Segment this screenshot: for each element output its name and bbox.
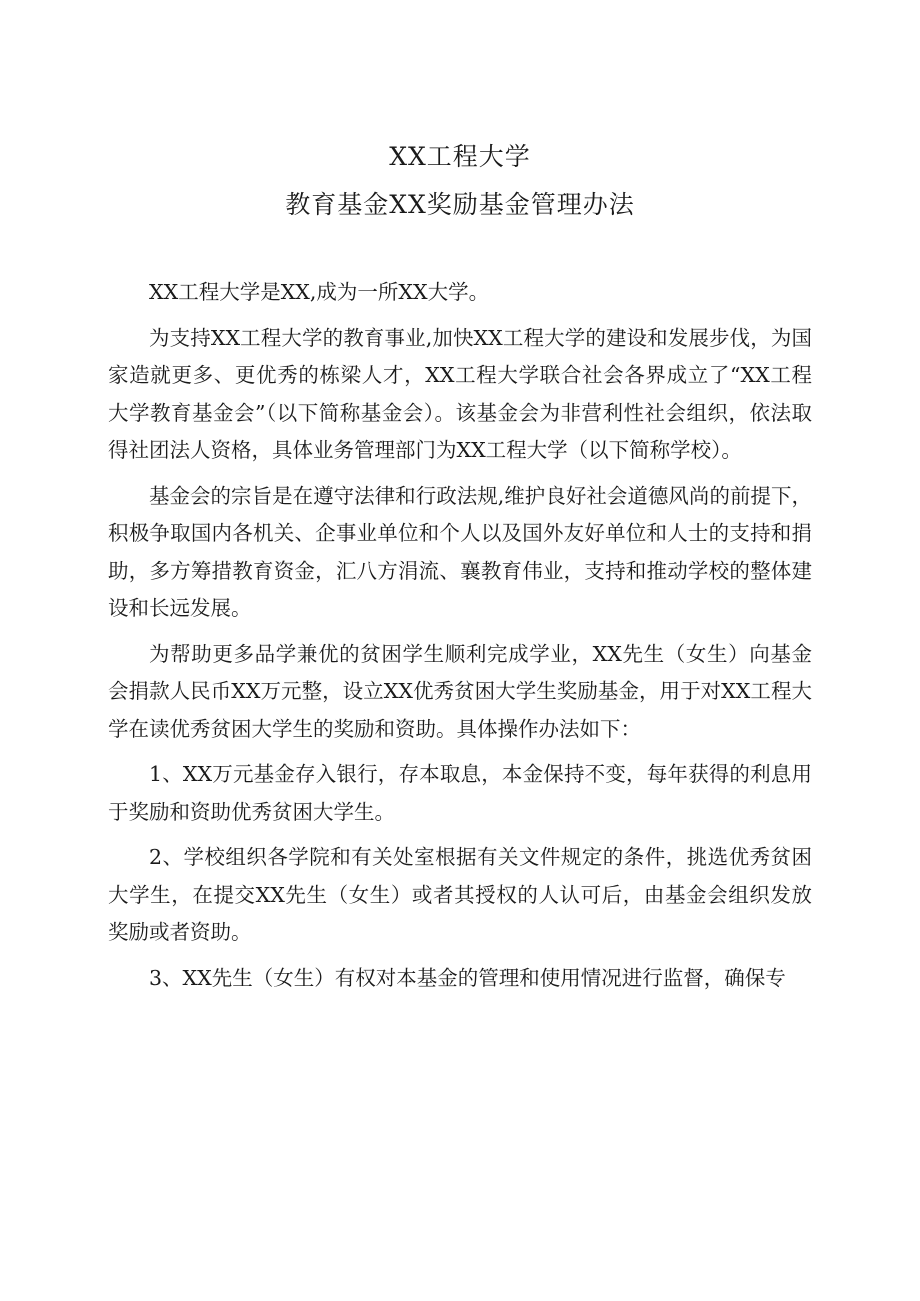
document-subtitle: 教育基金XX奖励基金管理办法 (285, 190, 635, 219)
paragraph-purpose: 基金会的宗旨是在遵守法律和行政法规,维护良好社会道德风尚的前提下，积极争取国内各机关、企事业单位和个人以及国外友好单位和人士的支持和捐助，多方筹措教育资金，汇八方涓流、襄教育伟业，支持和推动学校的整体建设和长远发展。 (108, 483, 812, 620)
paragraph-rule-1: 1、XX万元基金存入银行，存本取息，本金保持不变，每年获得的利息用于奖励和资助优秀贫困大学生。 (108, 762, 812, 824)
paragraph-rule-2: 2、学校组织各学院和有关处室根据有关文件规定的条件，挑选优秀贫困大学生，在提交XX先生（女生）或者其授权的人认可后，由基金会组织发放奖励或者资助。 (108, 845, 812, 944)
paragraph-intro: XX工程大学是XX,成为一所XX大学。 (149, 280, 490, 304)
paragraph-donation: 为帮助更多品学兼优的贫困学生顺利完成学业，XX先生（女生）向基金会捐款人民币XX万元整，设立XX优秀贫困大学生奖励基金，用于对XX工程大学在读优秀贫困大学生的奖励和资助。具体操作办法如下： (108, 641, 812, 741)
paragraph-foundation: 为支持XX工程大学的教育事业,加快XX工程大学的建设和发展步伐，为国家造就更多、更优秀的栋梁人才，XX工程大学联合社会各界成立了“XX工程大学教育基金会”（以下简称基金会）。该基金会为非营利性社会组织，依法取得社团法人资格，具体业务管理部门为XX工程大学（以下简称学校）。 (108, 325, 812, 462)
document-body (108, 274, 812, 1005)
paragraph-rule-3: 3、XX先生（女生）有权对本基金的管理和使用情况进行监督，确保专 (149, 965, 786, 990)
document-title: XX工程大学 (389, 142, 531, 171)
